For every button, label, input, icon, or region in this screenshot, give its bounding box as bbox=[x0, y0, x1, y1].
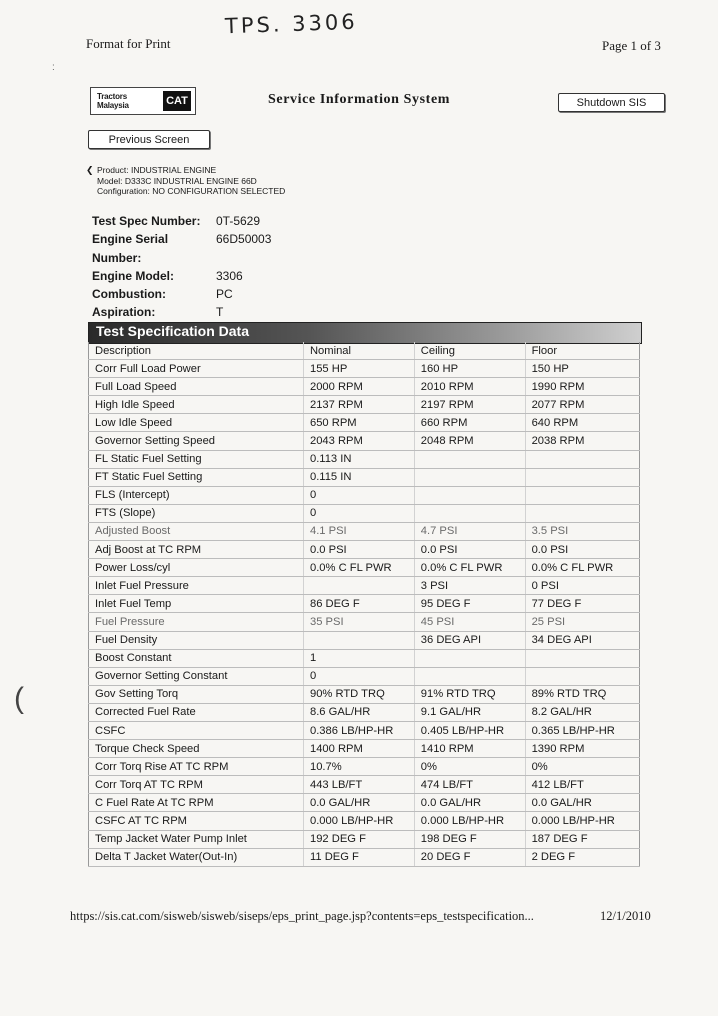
floor-cell: 77 DEG F bbox=[525, 595, 639, 613]
row-description: Temp Jacket Water Pump Inlet bbox=[89, 830, 304, 848]
row-description: Corrected Fuel Rate bbox=[89, 703, 304, 721]
ceiling-cell: 3 PSI bbox=[414, 577, 525, 595]
nominal-cell: 90% RTD TRQ bbox=[303, 685, 414, 703]
ceiling-cell: 1410 RPM bbox=[414, 740, 525, 758]
product-line: Product: INDUSTRIAL ENGINE bbox=[97, 165, 217, 175]
spec-label: Engine Serial Number: bbox=[92, 232, 169, 265]
page-title: Service Information System bbox=[268, 92, 451, 107]
table-row bbox=[89, 649, 640, 667]
page-indicator: Page 1 of 3 bbox=[602, 38, 661, 53]
table-row bbox=[89, 577, 640, 595]
row-description: CSFC AT TC RPM bbox=[89, 812, 304, 830]
nominal-cell: 1 bbox=[303, 649, 414, 667]
ceiling-cell: 9.1 GAL/HR bbox=[414, 703, 525, 721]
table-row bbox=[89, 414, 640, 432]
nominal-cell: 155 HP bbox=[303, 360, 414, 378]
company-logo bbox=[90, 87, 196, 115]
table-row bbox=[89, 631, 640, 649]
table-row bbox=[89, 595, 640, 613]
ceiling-cell: 95 DEG F bbox=[414, 595, 525, 613]
footer-date: 12/1/2010 bbox=[600, 909, 651, 923]
spec-label: Combustion: bbox=[92, 287, 166, 302]
ceiling-cell: 2048 RPM bbox=[414, 432, 525, 450]
floor-cell: 0% bbox=[525, 758, 639, 776]
table-row bbox=[89, 848, 640, 866]
nominal-cell: 1400 RPM bbox=[303, 740, 414, 758]
ceiling-cell: 36 DEG API bbox=[414, 631, 525, 649]
row-description: Power Loss/cyl bbox=[89, 559, 304, 577]
table-row bbox=[89, 812, 640, 830]
row-description: Delta T Jacket Water(Out-In) bbox=[89, 848, 304, 866]
floor-cell bbox=[525, 667, 639, 685]
table-row bbox=[89, 396, 640, 414]
shutdown-sis-button[interactable]: Shutdown SIS bbox=[558, 93, 665, 112]
row-description: Corr Full Load Power bbox=[89, 360, 304, 378]
row-description: CSFC bbox=[89, 721, 304, 739]
ceiling-cell: 4.7 PSI bbox=[414, 522, 525, 540]
ceiling-cell: 91% RTD TRQ bbox=[414, 685, 525, 703]
nominal-cell: 35 PSI bbox=[303, 613, 414, 631]
ceiling-cell: 2010 RPM bbox=[414, 378, 525, 396]
footer-url: https://sis.cat.com/sisweb/sisweb/siseps/eps_print_page.jsp?contents=eps_testspecification... bbox=[70, 909, 534, 923]
nominal-cell: 11 DEG F bbox=[303, 848, 414, 866]
table-row bbox=[89, 740, 640, 758]
table-row bbox=[89, 776, 640, 794]
floor-cell: 640 RPM bbox=[525, 414, 639, 432]
spec-summary bbox=[92, 212, 271, 322]
logo-text: Tractors Malaysia bbox=[97, 92, 129, 110]
ceiling-cell bbox=[414, 504, 525, 522]
spec-row bbox=[92, 267, 271, 285]
nominal-cell: 443 LB/FT bbox=[303, 776, 414, 794]
table-row bbox=[89, 450, 640, 468]
ceiling-cell: 2197 RPM bbox=[414, 396, 525, 414]
nominal-cell: 0.000 LB/HP-HR bbox=[303, 812, 414, 830]
spec-label: Aspiration: bbox=[92, 305, 156, 320]
column-header: Ceiling bbox=[414, 342, 525, 360]
spec-value: 3306 bbox=[216, 268, 243, 283]
table-row bbox=[89, 486, 640, 504]
table-row bbox=[89, 522, 640, 540]
nominal-cell: 0.386 LB/HP-HR bbox=[303, 721, 414, 739]
spec-row bbox=[92, 230, 271, 267]
row-description: FLS (Intercept) bbox=[89, 486, 304, 504]
floor-cell: 89% RTD TRQ bbox=[525, 685, 639, 703]
ceiling-cell: 660 RPM bbox=[414, 414, 525, 432]
handwritten-note: TPS. 3306 bbox=[224, 9, 359, 39]
nominal-cell: 0 bbox=[303, 486, 414, 504]
row-description: FL Static Fuel Setting bbox=[89, 450, 304, 468]
table-row bbox=[89, 830, 640, 848]
table-row bbox=[89, 378, 640, 396]
row-description: FT Static Fuel Setting bbox=[89, 468, 304, 486]
spec-label: Test Spec Number: bbox=[92, 214, 201, 228]
table-row bbox=[89, 703, 640, 721]
spec-row bbox=[92, 285, 271, 303]
ceiling-cell: 160 HP bbox=[414, 360, 525, 378]
configuration-line: Configuration: NO CONFIGURATION SELECTED bbox=[97, 186, 286, 196]
row-description: Low Idle Speed bbox=[89, 414, 304, 432]
nominal-cell: 10.7% bbox=[303, 758, 414, 776]
row-description: Torque Check Speed bbox=[89, 740, 304, 758]
spec-value: 66D50003 bbox=[216, 232, 272, 247]
row-description: Governor Setting Constant bbox=[89, 667, 304, 685]
nominal-cell: 192 DEG F bbox=[303, 830, 414, 848]
nominal-cell: 0 bbox=[303, 667, 414, 685]
row-description: Corr Torq AT TC RPM bbox=[89, 776, 304, 794]
row-description: Adjusted Boost bbox=[89, 522, 304, 540]
nominal-cell: 86 DEG F bbox=[303, 595, 414, 613]
nominal-cell: 0.115 IN bbox=[303, 468, 414, 486]
ceiling-cell: 45 PSI bbox=[414, 613, 525, 631]
floor-cell: 150 HP bbox=[525, 360, 639, 378]
nominal-cell bbox=[303, 577, 414, 595]
floor-cell bbox=[525, 504, 639, 522]
product-info bbox=[86, 165, 285, 197]
table-row bbox=[89, 468, 640, 486]
floor-cell: 2077 RPM bbox=[525, 396, 639, 414]
ceiling-cell: 20 DEG F bbox=[414, 848, 525, 866]
row-description: Full Load Speed bbox=[89, 378, 304, 396]
table-row bbox=[89, 685, 640, 703]
row-description: Boost Constant bbox=[89, 649, 304, 667]
handwritten-bracket: ( bbox=[14, 682, 24, 715]
floor-cell bbox=[525, 486, 639, 504]
row-description: FTS (Slope) bbox=[89, 504, 304, 522]
ceiling-cell: 0% bbox=[414, 758, 525, 776]
floor-cell: 8.2 GAL/HR bbox=[525, 703, 639, 721]
table-header-row bbox=[89, 342, 640, 360]
spec-value: 0T-5629 bbox=[216, 214, 261, 228]
floor-cell: 0.365 LB/HP-HR bbox=[525, 721, 639, 739]
floor-cell: 34 DEG API bbox=[525, 631, 639, 649]
ceiling-cell bbox=[414, 649, 525, 667]
floor-cell: 412 LB/FT bbox=[525, 776, 639, 794]
table-row bbox=[89, 559, 640, 577]
row-description: Corr Torq Rise AT TC RPM bbox=[89, 758, 304, 776]
row-description: High Idle Speed bbox=[89, 396, 304, 414]
column-header: Floor bbox=[525, 342, 639, 360]
nominal-cell: 2137 RPM bbox=[303, 396, 414, 414]
spec-label: Engine Model: bbox=[92, 268, 174, 283]
column-header: Description bbox=[89, 342, 304, 360]
floor-cell: 3.5 PSI bbox=[525, 522, 639, 540]
row-description: Gov Setting Torq bbox=[89, 685, 304, 703]
column-header: Nominal bbox=[303, 342, 414, 360]
nominal-cell: 2000 RPM bbox=[303, 378, 414, 396]
floor-cell: 0.0 PSI bbox=[525, 541, 639, 559]
floor-cell: 0.0% C FL PWR bbox=[525, 559, 639, 577]
nominal-cell: 4.1 PSI bbox=[303, 522, 414, 540]
spec-row bbox=[92, 303, 271, 321]
table-row bbox=[89, 794, 640, 812]
nominal-cell bbox=[303, 631, 414, 649]
floor-cell bbox=[525, 649, 639, 667]
row-description: Inlet Fuel Temp bbox=[89, 595, 304, 613]
nominal-cell: 2043 RPM bbox=[303, 432, 414, 450]
spec-value: PC bbox=[216, 287, 233, 302]
ceiling-cell bbox=[414, 450, 525, 468]
margin-mark: : bbox=[52, 62, 55, 73]
ceiling-cell: 198 DEG F bbox=[414, 830, 525, 848]
nominal-cell: 0.0 GAL/HR bbox=[303, 794, 414, 812]
spec-value: T bbox=[216, 305, 224, 320]
row-description: C Fuel Rate At TC RPM bbox=[89, 794, 304, 812]
ceiling-cell: 0.0 GAL/HR bbox=[414, 794, 525, 812]
nominal-cell: 0.113 IN bbox=[303, 450, 414, 468]
cat-logo-icon: CAT bbox=[163, 91, 191, 111]
nominal-cell: 8.6 GAL/HR bbox=[303, 703, 414, 721]
floor-cell: 1390 RPM bbox=[525, 740, 639, 758]
nominal-cell: 0.0% C FL PWR bbox=[303, 559, 414, 577]
floor-cell: 1990 RPM bbox=[525, 378, 639, 396]
spec-row bbox=[92, 212, 271, 230]
floor-cell: 2 DEG F bbox=[525, 848, 639, 866]
nominal-cell: 0.0 PSI bbox=[303, 541, 414, 559]
row-description: Adj Boost at TC RPM bbox=[89, 541, 304, 559]
table-row bbox=[89, 758, 640, 776]
ceiling-cell bbox=[414, 468, 525, 486]
floor-cell bbox=[525, 468, 639, 486]
table-row bbox=[89, 667, 640, 685]
table-row bbox=[89, 721, 640, 739]
row-description: Fuel Pressure bbox=[89, 613, 304, 631]
ceiling-cell: 0.0% C FL PWR bbox=[414, 559, 525, 577]
ceiling-cell bbox=[414, 486, 525, 504]
ceiling-cell bbox=[414, 667, 525, 685]
table-row bbox=[89, 613, 640, 631]
model-line: Model: D333C INDUSTRIAL ENGINE 66D bbox=[97, 175, 257, 186]
floor-cell: 0.0 GAL/HR bbox=[525, 794, 639, 812]
table-title: Test Specification Data bbox=[96, 323, 250, 339]
row-description: Governor Setting Speed bbox=[89, 432, 304, 450]
floor-cell: 2038 RPM bbox=[525, 432, 639, 450]
floor-cell bbox=[525, 450, 639, 468]
table-row bbox=[89, 360, 640, 378]
table-row bbox=[89, 541, 640, 559]
floor-cell: 25 PSI bbox=[525, 613, 639, 631]
floor-cell: 0.000 LB/HP-HR bbox=[525, 812, 639, 830]
table-row bbox=[89, 504, 640, 522]
ceiling-cell: 0.405 LB/HP-HR bbox=[414, 721, 525, 739]
row-description: Fuel Density bbox=[89, 631, 304, 649]
row-description: Inlet Fuel Pressure bbox=[89, 577, 304, 595]
table-row bbox=[89, 432, 640, 450]
ceiling-cell: 0.0 PSI bbox=[414, 541, 525, 559]
test-spec-table bbox=[88, 342, 640, 867]
nominal-cell: 0 bbox=[303, 504, 414, 522]
nominal-cell: 650 RPM bbox=[303, 414, 414, 432]
format-for-print-label: Format for Print bbox=[86, 36, 171, 51]
floor-cell: 0 PSI bbox=[525, 577, 639, 595]
collapse-arrow-icon[interactable]: ❮ bbox=[86, 165, 94, 175]
ceiling-cell: 0.000 LB/HP-HR bbox=[414, 812, 525, 830]
floor-cell: 187 DEG F bbox=[525, 830, 639, 848]
previous-screen-button[interactable]: Previous Screen bbox=[88, 130, 210, 149]
ceiling-cell: 474 LB/FT bbox=[414, 776, 525, 794]
